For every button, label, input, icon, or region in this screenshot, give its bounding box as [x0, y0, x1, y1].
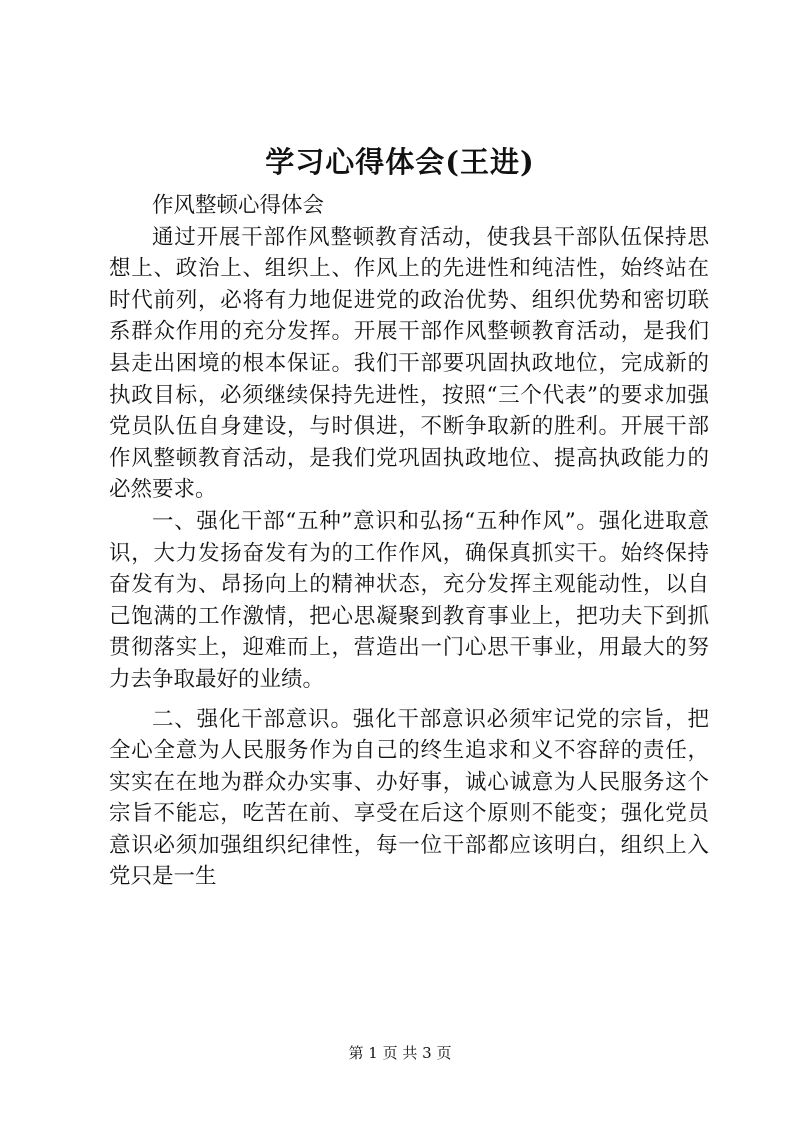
- subtitle-paragraph: 作风整顿心得体会: [152, 193, 325, 218]
- document-title: 学习心得体会(王进): [265, 145, 535, 179]
- body-paragraph: 通过开展干部作风整顿教育活动，使我县干部队伍保持思想上、政治上、组织上、作风上的先进性和纯洁性，始终站在时代前列，必将有力地促进党的政治优势、组织优势和密切联系群众作用的充分发挥。开展干部作风整顿教育活动，是我们县走出困境的根本保证。我们干部要巩固执政地位，完成新的执政目标，必须继续保持先进性，按照“三个代表”的要求加强党员队伍自身建设，与时俱进，不断争取新的胜利。开展干部作风整顿教育活动，是我们党巩固执政地位、提高执政能力的必然要求。: [109, 224, 709, 503]
- body-paragraph: 一、强化干部“五种”意识和弘扬“五种作风”。强化进取意识，大力发扬奋发有为的工作作风，确保真抓实干。始终保持奋发有为、昂扬向上的精神状态，充分发挥主观能动性，以自己饱满的工作激情，把心思凝聚到教育事业上，把功夫下到抓贯彻落实上，迎难而上，营造出一门心思干事业，用最大的努力去争取最好的业绩。: [109, 508, 709, 692]
- document-body: [109, 190, 709, 893]
- body-paragraph: 二、强化干部意识。强化干部意识必须牢记党的宗旨，把全心全意为人民服务作为自己的终生追求和义不容辞的责任，实实在在地为群众办实事、办好事，诚心诚意为人民服务这个宗旨不能忘，吃苦在前、享受在后这个原则不能变；强化党员意识必须加强组织纪律性，每一位干部都应该明白，组织上入党只是一生: [109, 706, 709, 890]
- page-footer: 第 1 页 共 3 页: [348, 1044, 452, 1062]
